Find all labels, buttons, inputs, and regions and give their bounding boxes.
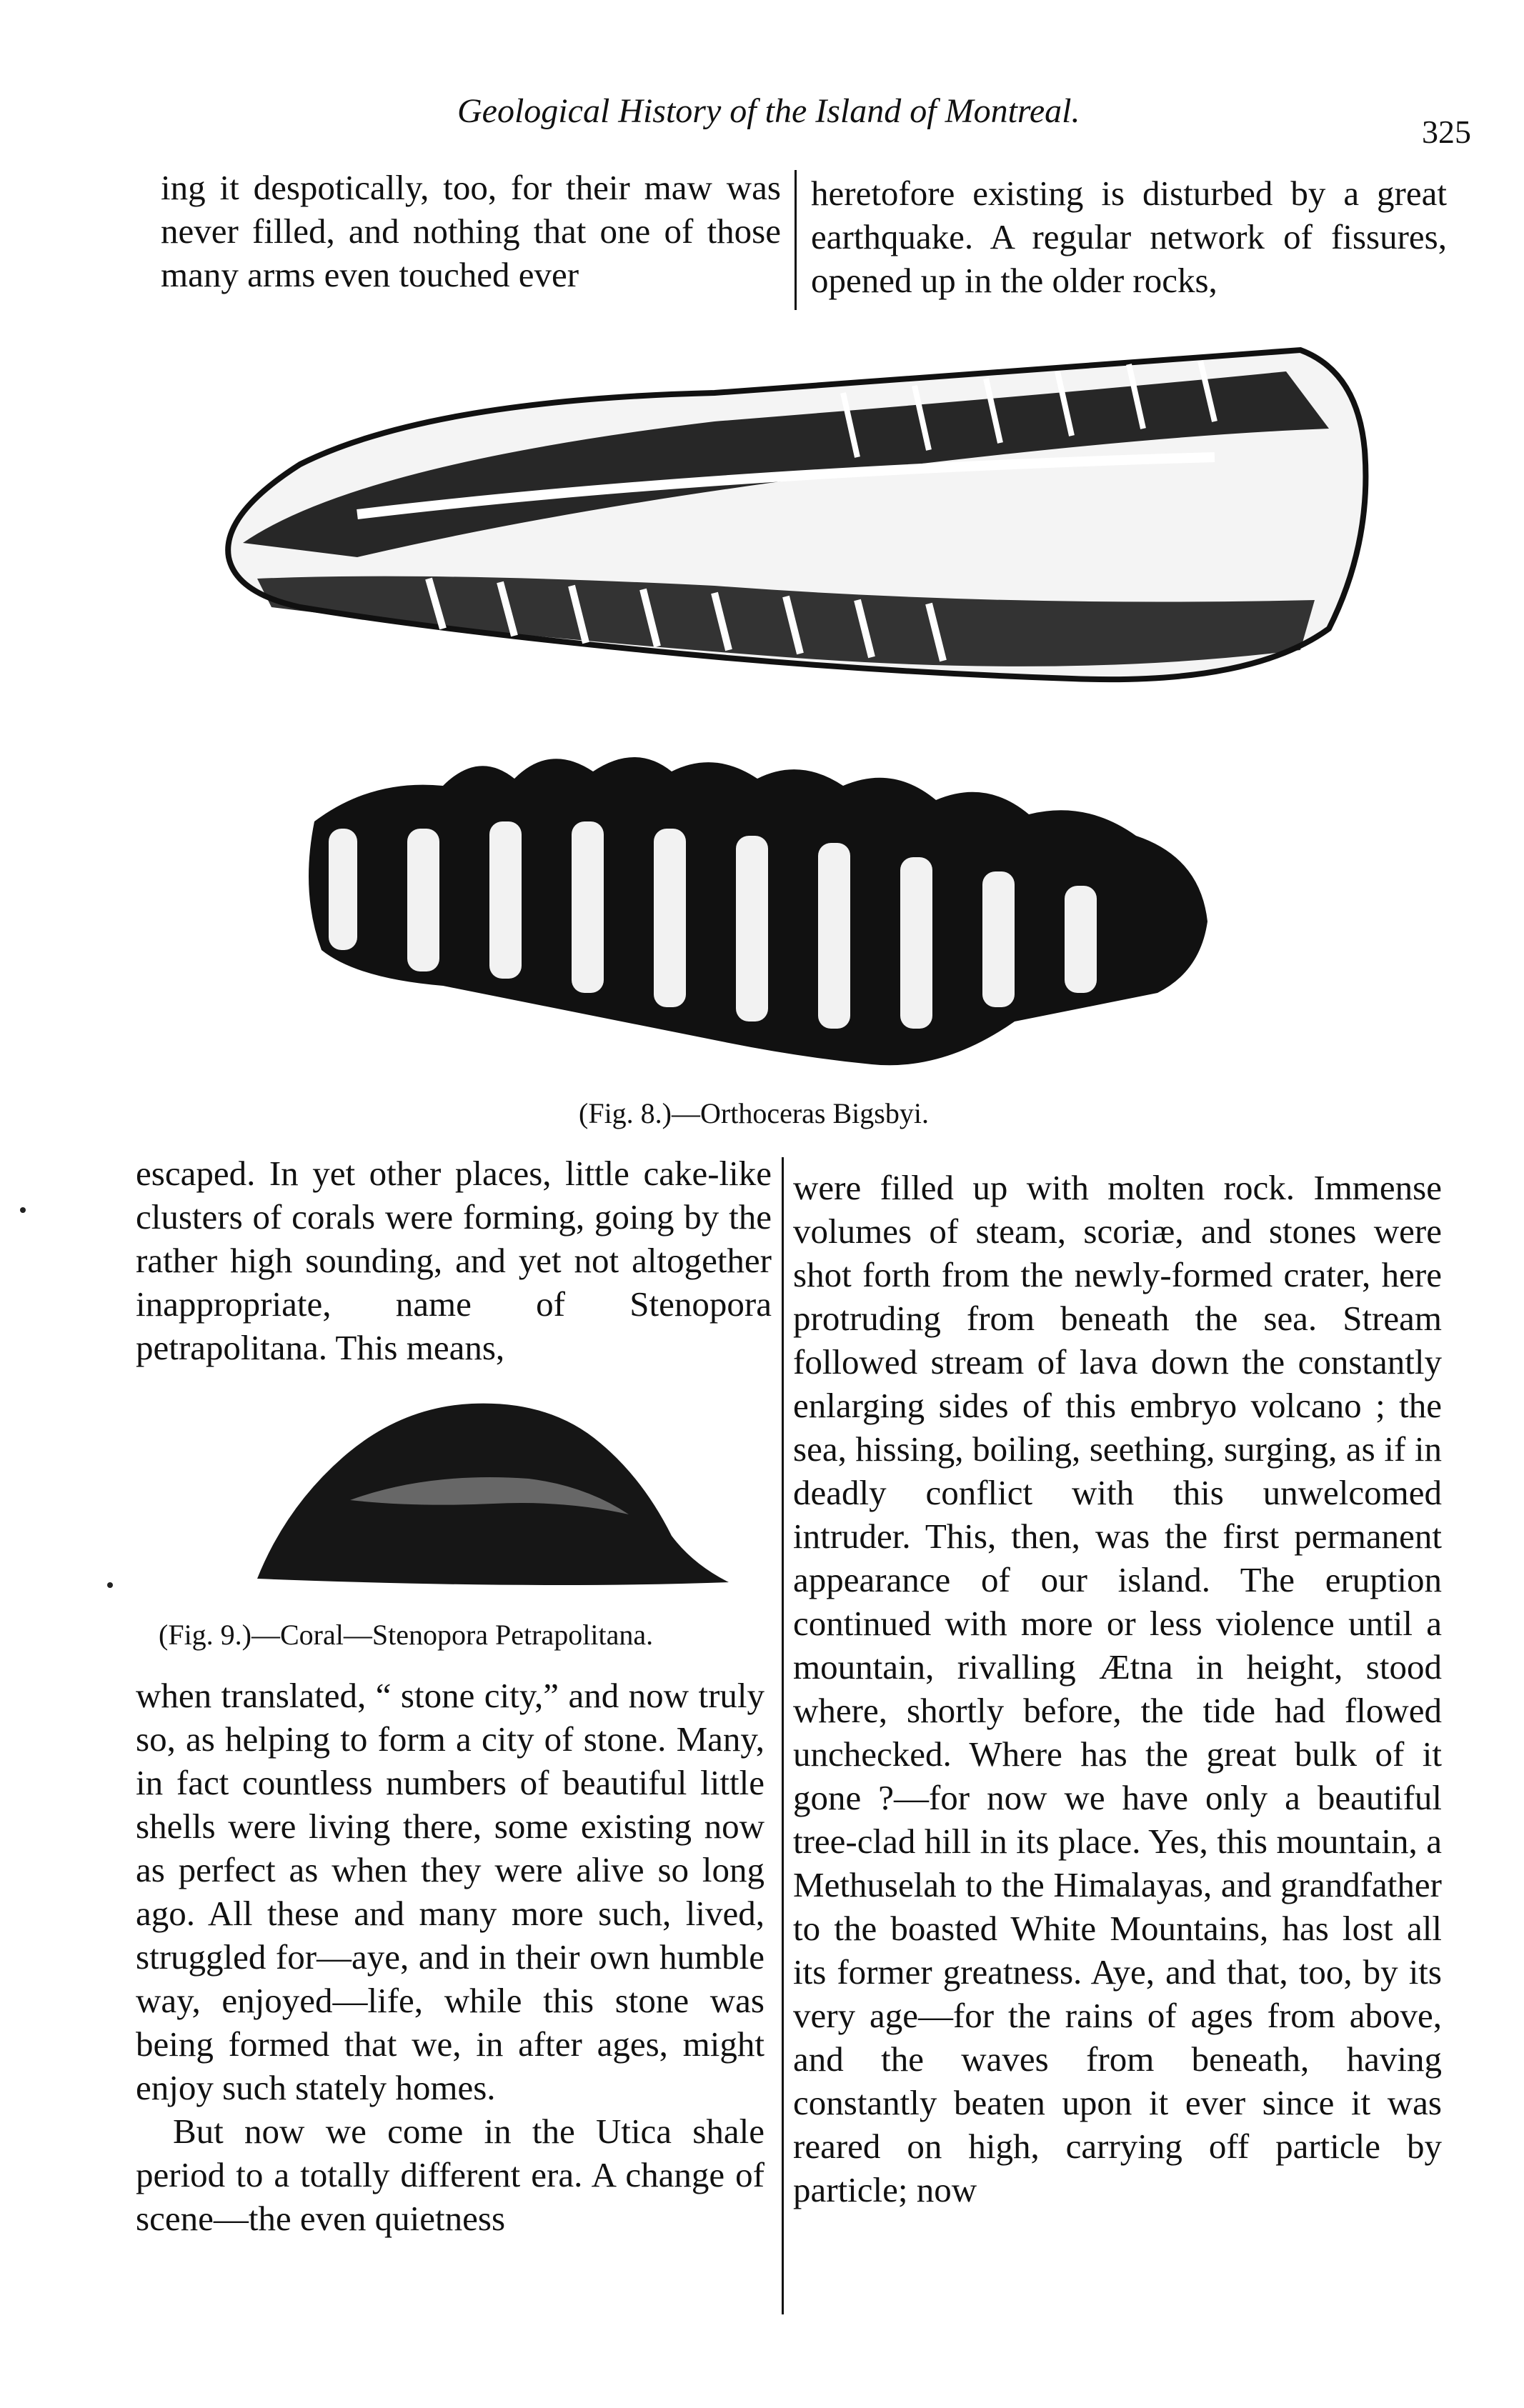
page-number: 325: [1422, 114, 1471, 150]
orthoceras-fossil-illustration-upper: [214, 343, 1386, 743]
column-divider-bottom: [782, 1157, 784, 2314]
paragraph: ing it despotically, too, for their maw was never filled, and nothing that one of those many arms even touched ever: [161, 168, 781, 294]
paragraph: were filled up with molten rock. Immense volumes of steam, scoriæ, and stones were shot forth from the newly-formed crater, here protruding from beneath the sea. Stream followed stream of lava down the constantly enlarging sides of this embryo volcano ; the sea, hissing, boiling, seething, surging, as if in deadly conflict with this unwelcomed intruder. This, then, was the first permanent appearance of our island. The eruption continued with more or less violence until a mountain, rivalling Ætna in height, stood where, shortly before, the tide had flowed unchecked. Where has the great bulk of it gone ?—for now we have only a beautiful tree-clad hill in its place. Yes, this mountain, a Methuselah to the Himalayas, and grandfather to the boasted White Mountains, has lost all its former greatness. Aye, and that, too, by its very age—for the rains of ages from above, and the waves from beneath, having constantly beaten upon it ever since it was reared on high, carrying off particle by particle; now: [793, 1168, 1442, 2209]
paragraph: when translated, “ stone city,” and now truly so, as helping to form a city of stone. Many, in fact countless numbers of beautiful little shells were living there, some existing now as perfect as when they were alive so long ago. All these and many more such, lived, struggled for—aye, and in their own humble way, enjoyed—life, while this stone was being formed that we, in after ages, might enjoy such stately homes.: [136, 1676, 765, 2107]
coral-fossil-illustration: [243, 1393, 736, 1593]
column-divider-top: [795, 170, 797, 310]
figure-8-caption: (Fig. 8.)—Orthoceras Bigsbyi.: [579, 1097, 929, 1129]
top-left-column: [161, 166, 781, 296]
paragraph: heretofore existing is disturbed by a great earthquake. A regular network of fissures, opened up in the older rocks,: [811, 174, 1447, 300]
paragraph: But now we come in the Utica shale period to a totally different era. A change of scene—the even quietness: [136, 2112, 765, 2238]
figure-9-caption: (Fig. 9.)—Coral—Stenopora Petrapolitana.: [159, 1619, 654, 1651]
left-bottom-column: [136, 1674, 765, 2240]
margin-mark: [107, 1582, 113, 1588]
right-bottom-column: [793, 1166, 1442, 2212]
orthoceras-fossil-illustration-lower: [300, 736, 1229, 1079]
left-middle-column: [136, 1151, 772, 1369]
paragraph: escaped. In yet other places, little cake-like clusters of corals were forming, going by the rather high sounding, and yet not altogether inappropriate, name of Stenopora petrapolitana. This means,: [136, 1154, 772, 1367]
margin-mark: [20, 1207, 26, 1213]
running-title: Geological History of the Island of Montreal.: [457, 92, 1080, 130]
top-right-column: [811, 171, 1447, 302]
